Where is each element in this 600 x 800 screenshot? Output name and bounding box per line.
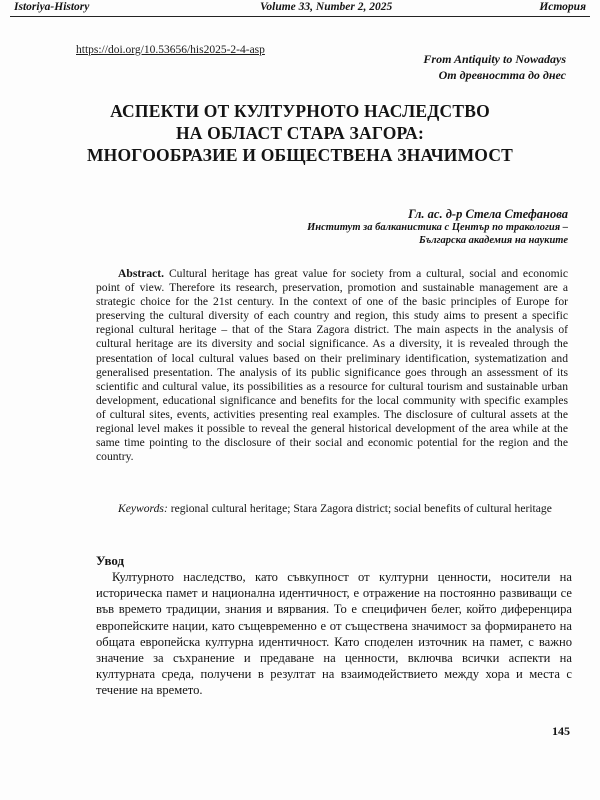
affiliation-line-1: Институт за балканистика с Център по тракология – — [307, 222, 568, 233]
page-number: 145 — [552, 724, 570, 738]
keywords-text: regional cultural heritage; Stara Zagora district; social benefits of cultural heritage — [170, 502, 552, 515]
title-line-1: АСПЕКТИ ОТ КУЛТУРНОТО НАСЛЕДСТВО — [110, 101, 490, 121]
title-line-3: МНОГООБРАЗИЕ И ОБЩЕСТВЕНА ЗНАЧИМОСТ — [86, 145, 514, 165]
volume-info: Volume 33, Number 2, 2025 — [260, 1, 393, 13]
title-line-2: НА ОБЛАСТ СТАРА ЗАГОРА: — [175, 123, 425, 143]
running-header — [14, 0, 586, 14]
article-title — [30, 100, 570, 166]
header-divider — [10, 16, 590, 17]
series-label-bg: От древността до днес — [438, 68, 566, 82]
affiliation-line-2: Българска академия на науките — [419, 235, 568, 246]
keywords-label: Keywords: — [118, 502, 168, 515]
abstract-text: Cultural heritage has great value for society from a cultural, social and economic point of view. Therefore its research, preservation, promotion and sustainable management are a strategic choice for the 21st century. In the context of one of the basic principles of Europe for preserving the cultural diversity of each country and region, this study aims to present a specific regional cultural heritage – that of the Stara Zagora district. The main aspects in the analysis of cultural heritage are its diversity and social significance. As a diversity, it is revealed through the presentation of local cultural values based on their preliminary identification, systematization and generalised presentation. The analysis of its public significance goes through an assessment of its scientific and cultural value, its possibilities as a resource for cultural tourism and sustainable urban development, educational significance and benefits for the local community with specific examples of cultural sites, events, activities presenting real examples. The disclosure of cultural assets at the regional level makes it possible to reveal the general historical development of the area while at the same time pointing to the disclosure of their social and economic potential for the region and the country. — [96, 267, 568, 464]
journal-name-bg: История — [539, 1, 586, 13]
doi-link[interactable]: https://doi.org/10.53656/his2025-2-4-asp — [76, 44, 265, 56]
section-heading: Увод — [96, 553, 125, 568]
keywords — [96, 502, 568, 516]
series-label — [423, 51, 566, 83]
author-block — [307, 207, 568, 247]
intro-paragraph: Културното наследство, като съвкупност от културни ценности, носители на историческа памет и национална идентичност, е отражение на постоянно развиващи се във времето традиции, знания и вярвания. То е специфичен белег, който диференцира европейските нации, като същевременно е от съществена значимост за формирането на общата европейска културна идентичност. Като споделен източник на памет, с важно значение за съхранение и предаване на ценности, включва всички аспекти на културната среда, получени в резултат на взаимодействието между хора и места с течение на времето. — [96, 570, 572, 698]
abstract-label: Abstract. — [118, 267, 165, 280]
author-name: Гл. ас. д-р Стела Стефанова — [408, 207, 568, 221]
series-label-en: From Antiquity to Nowadays — [423, 52, 566, 66]
journal-name: Istoriya-History — [14, 1, 90, 13]
abstract — [96, 267, 568, 464]
